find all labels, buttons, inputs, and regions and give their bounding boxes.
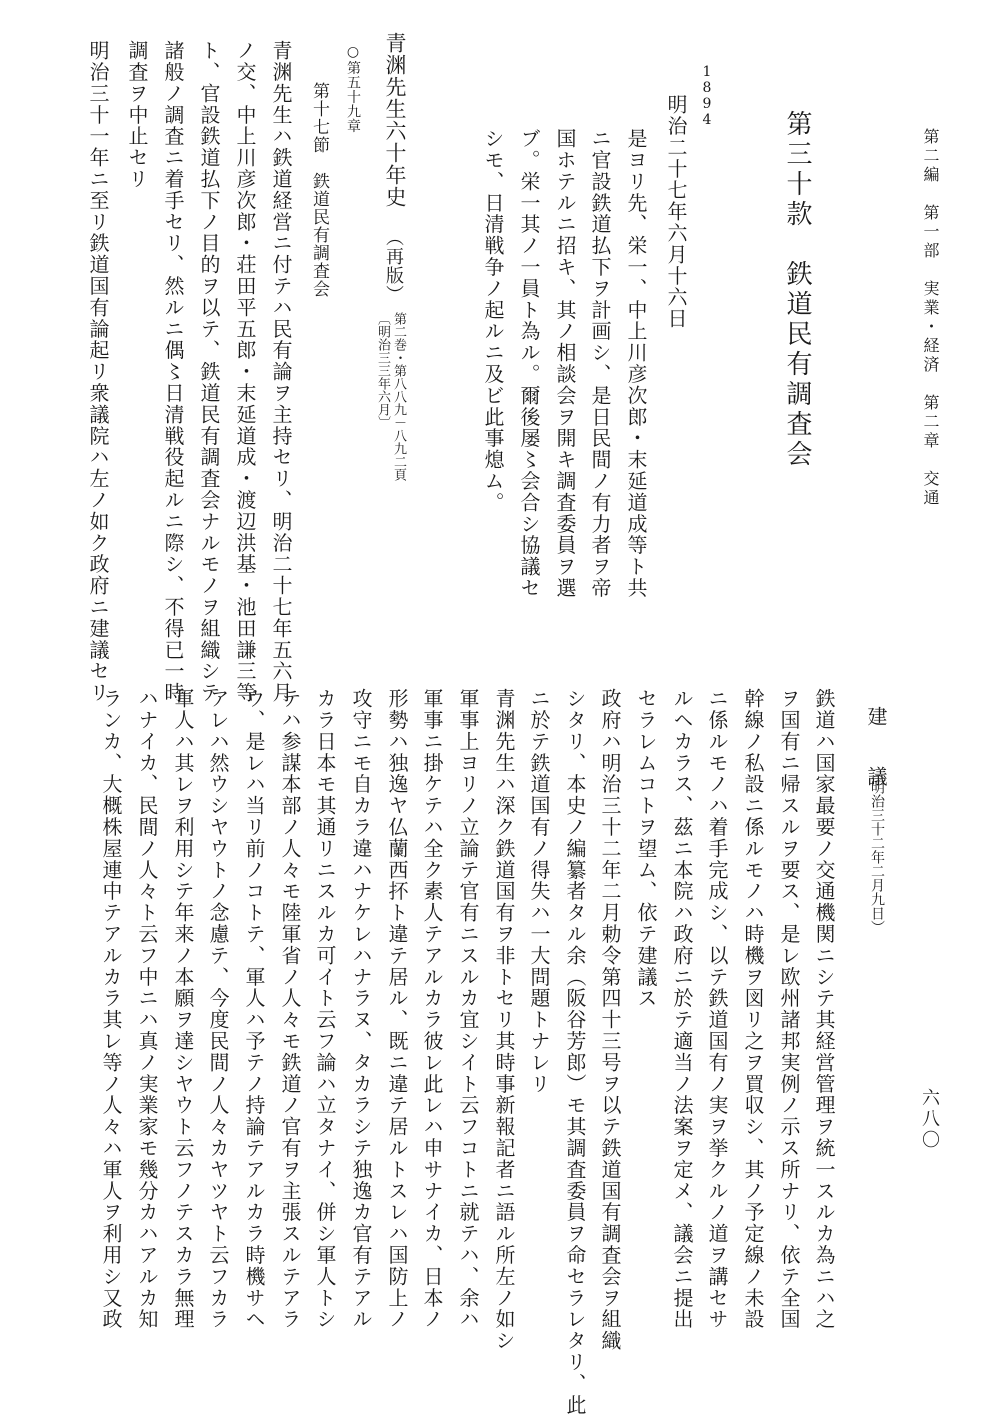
section-ref: 第十七節 鉄道民有調査会: [309, 82, 329, 298]
body-line: ニ係ルモノハ着手完成シ、以テ鉄道国有ノ実ヲ挙クルノ道ヲ講セサ: [705, 688, 729, 1330]
body-line: アレハ然ウシヤウトノ念慮テ、今度民間ノ人々カヤツヤト云フカラ: [206, 688, 230, 1330]
proposal-heading: 建 議: [864, 706, 888, 796]
body-line: シタリ、本史ノ編纂者タル余（阪谷芳郎）モ其調査委員ヲ命セラレタリ、此: [563, 688, 587, 1416]
body-line: 攻守ニモ自カラ違ハナケレハナラヌ、タカラシテ独逸カ官有テアル: [349, 688, 373, 1330]
source-ref-volume: 第二巻・第八八九－八九二頁: [391, 312, 406, 481]
body-line: 鉄道ハ国家最要ノ交通機関ニシテ其経営管理ヲ統一スルカ為ニハ之: [812, 688, 836, 1330]
body-line: 青渊先生ハ鉄道経営ニ付テハ民有論ヲ主持セリ、明治二十七年五六月: [269, 40, 293, 704]
body-line: 軍事ニ掛ケテハ全ク素人テアルカラ彼レ此レハ申サナイカ、日本ノ: [420, 688, 444, 1330]
summary-line: 是ヨリ先、栄一、中上川彦次郎・末延道成等ト共: [624, 128, 648, 599]
year-marker: 1894: [699, 64, 715, 128]
summary-line: ブ。栄一其ノ一員ト為ル。爾後屡〻会合シ協議セ: [517, 128, 541, 599]
chapter-ref: ○第五十九章: [345, 44, 361, 133]
date-heading: 明治二十七年六月十六日: [664, 94, 688, 330]
body-line: 諸般ノ調査ニ着手セリ、然ルニ偶〻日清戦役起ルニ際シ、不得已一時: [161, 40, 185, 704]
body-line: ヲ国有ニ帰スルヲ要ス、是レ欧州諸邦実例ノ示ス所ナリ、依テ全国: [777, 688, 801, 1330]
body-line: ニ於テ鉄道国有ノ得失ハ一大問題トナレリ: [527, 688, 551, 1095]
body-line: 軍人ハ其レヲ利用シテ年来ノ本願ヲ達シヤウト云フノテスカラ無理: [171, 688, 195, 1330]
body-line: カラ日本モ其通リニスルカ可イト云フ論ハ立タナイ、併シ軍人トシ: [313, 688, 337, 1330]
body-line: ランカ、大概株屋連中テアルカラ其レ等ノ人々ハ軍人ヲ利用シ又政: [99, 688, 123, 1330]
running-head: 第二編 第一部 実業・経済 第二章 交通: [921, 128, 940, 508]
source-ref-date: 〔明治三三年六月〕: [375, 312, 390, 429]
body-line: ハナイカ、民間ノ人々ト云フ中ニハ真ノ実業家モ幾分カハアルカ知: [135, 688, 159, 1330]
page-number: 六八〇: [919, 1088, 940, 1151]
body-line: テハ参謀本部ノ人々モ陸軍省ノ人々モ鉄道ノ官有ヲ主張スルテアラ: [278, 688, 302, 1330]
section-title: 第三十款 鉄道民有調査会: [782, 110, 812, 470]
body-line: 明治三十一年ニ至リ鉄道国有論起リ衆議院ハ左ノ如ク政府ニ建議セリ: [86, 40, 110, 704]
body-line: 調査ヲ中止セリ: [125, 40, 149, 190]
proposal-date: （明治三十二年二月九日）: [869, 766, 885, 934]
summary-line: シモ、日清戦争ノ起ルニ及ビ此事熄ム。: [481, 128, 505, 514]
summary-line: 国ホテルニ招キ、其ノ相談会ヲ開キ調査委員ヲ選: [553, 128, 577, 599]
body-line: ト、官設鉄道払下ノ目的ヲ以テ、鉄道民有調査会ナルモノヲ組織シテ: [197, 40, 221, 704]
body-line: セラレムコトヲ望ム、依テ建議ス: [634, 688, 658, 1009]
source-title: 青渊先生六十年史: [383, 32, 407, 208]
source-edition: （再版）: [383, 228, 404, 304]
body-line: 軍事上ヨリノ立論テ官有ニスルカ宜シイト云フコトニ就テハ、余ハ: [456, 688, 480, 1330]
body-line: ルヘカラス、茲ニ本院ハ政府ニ於テ適当ノ法案ヲ定メ、議会ニ提出: [670, 688, 694, 1330]
body-line: ノ交、中上川彦次郎・荘田平五郎・末延道成・渡辺洪基・池田謙三等: [233, 40, 257, 704]
body-line: ウ、是レハ当リ前ノコトテ、軍人ハ予テノ持論テアルカラ時機サヘ: [242, 688, 266, 1330]
body-line: 幹線ノ私設ニ係ルモノハ時機ヲ図リ之ヲ買収シ、其ノ予定線ノ未設: [741, 688, 765, 1330]
body-line: 形勢ハ独逸ヤ仏蘭西抔ト違テ居ル、既ニ違テ居ルトスレハ国防上ノ: [385, 688, 409, 1330]
body-line: 青渊先生ハ深ク鉄道国有ヲ非トセリ其時事新報記者ニ語ル所左ノ如シ: [492, 688, 516, 1352]
body-line: 政府ハ明治三十二年二月勅令第四十三号ヲ以テ鉄道国有調査会ヲ組織: [598, 688, 622, 1352]
summary-line: ニ官設鉄道払下ヲ計画シ、是日民間ノ有力者ヲ帝: [588, 128, 612, 599]
